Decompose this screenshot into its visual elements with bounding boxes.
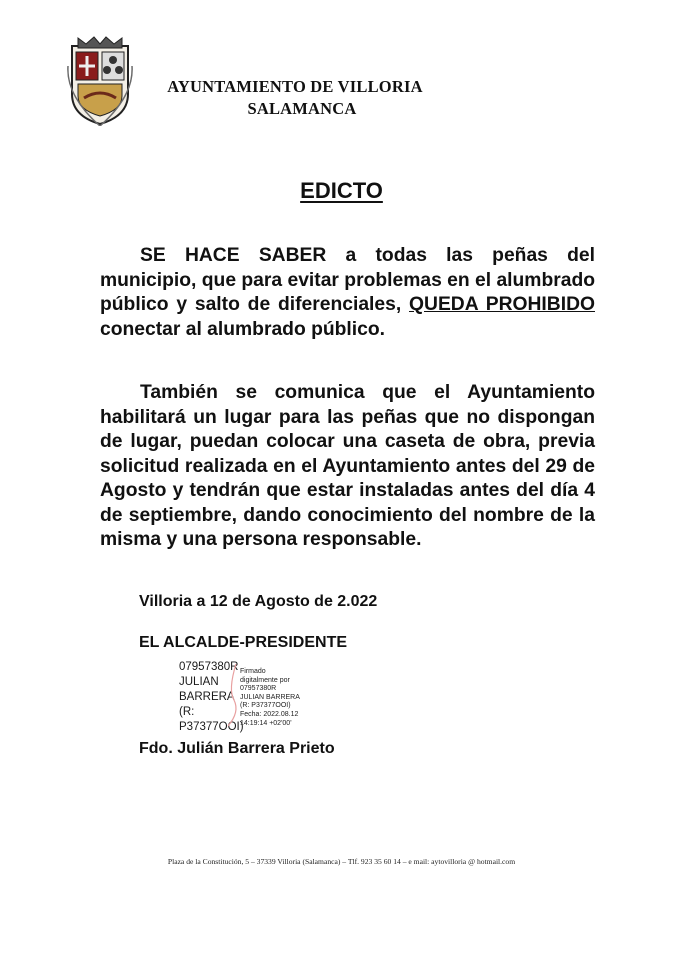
sig-right-line: digitalmente por xyxy=(240,676,290,684)
sig-left-line: 07957380R xyxy=(179,661,239,673)
sig-left-line: BARRERA xyxy=(179,691,235,703)
town-header xyxy=(150,76,440,120)
signed-by: Fdo. Julián Barrera Prieto xyxy=(139,740,335,757)
paragraph-prohibition xyxy=(100,244,595,342)
coat-of-arms-icon xyxy=(66,36,134,126)
footer-address: Plaza de la Constitución, 5 – 37339 Villoria (Salamanca) – Tlf. 923 35 60 14 – e mail: aytovilloria @ hotmail.com xyxy=(167,857,516,866)
sig-left-line: P37377OOI) xyxy=(179,721,244,733)
province-name: SALAMANCA xyxy=(247,99,357,118)
sig-right-line: Fecha: 2022.08.12 xyxy=(240,710,299,718)
paragraph1-part2: conectar al alumbrado público. xyxy=(100,318,385,340)
signer-role: EL ALCALDE-PRESIDENTE xyxy=(139,634,348,651)
sig-right-line: 14:19:14 +02'00' xyxy=(240,719,292,727)
prohibition-emphasis: QUEDA PROHIBIDO xyxy=(409,294,595,315)
signature-mark-icon xyxy=(222,660,242,730)
digital-signature-details xyxy=(240,668,300,728)
paragraph1-part1: SE HACE SABER a todas las peñas del municipio, que para evitar problemas en el alumbrado público y salto de diferenciales, xyxy=(100,245,596,315)
sig-right-line: (R: P37377OOI) xyxy=(240,702,291,710)
sig-left-line: (R: xyxy=(179,706,195,718)
sig-right-line: JULIAN BARRERA xyxy=(240,693,300,701)
sig-left-line: JULIAN xyxy=(179,676,219,688)
sig-right-line: Firmado xyxy=(240,668,266,675)
date-line: Villoria a 12 de Agosto de 2.022 xyxy=(139,593,378,610)
document-title xyxy=(0,178,683,204)
paragraph-caseta: También se comunica que el Ayuntamiento habilitará un lugar para las peñas que no dispongan de lugar, puedan colocar una caseta de obra, previa solicitud realizada en el Ayuntamiento antes del 29 de Agosto y tendrán que estar instaladas antes del día 4 de septiembre, dando conocimiento del nombre de la misma y una persona responsable. xyxy=(100,382,595,550)
sig-right-line: 07957380R xyxy=(240,685,277,693)
title-text: EDICTO xyxy=(300,178,383,203)
town-name: AYUNTAMIENTO DE VILLORIA xyxy=(167,77,423,96)
